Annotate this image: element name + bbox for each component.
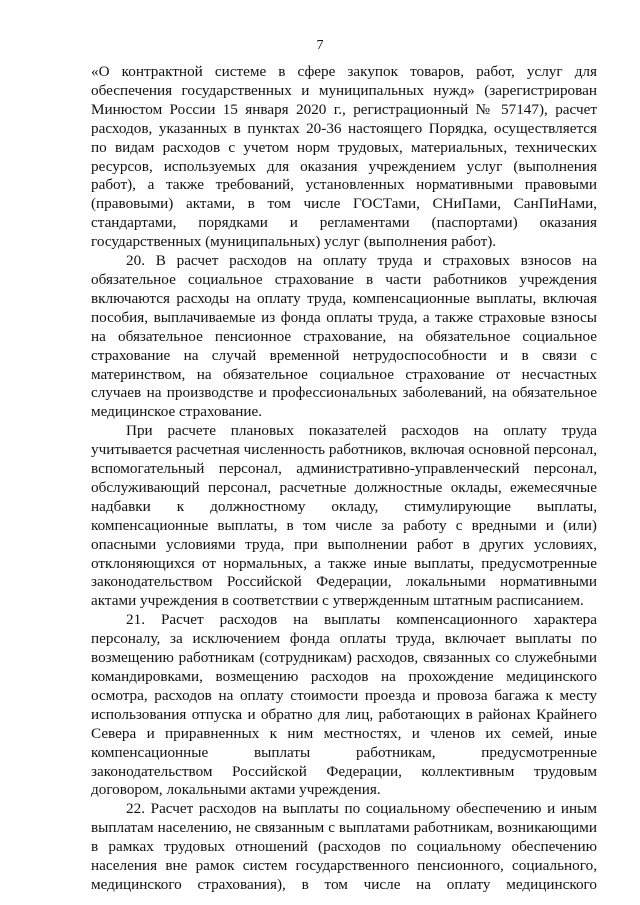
text-line: законодательством Российской Федерации, локальными нормативными bbox=[91, 573, 597, 591]
text-line: возмещению работникам (сотрудникам) расходов, связанных со служебными bbox=[91, 649, 597, 667]
text-line: страхование на случай временной нетрудоспособности и в связи с bbox=[91, 346, 597, 364]
text-line: медицинское страхование. bbox=[91, 403, 263, 421]
text-line: компенсационные выплаты, в том числе за работу с вредными и (или) bbox=[91, 516, 597, 534]
text-line: пособия, выплачиваемые из фонда оплаты труда, а также страховые взносы bbox=[91, 308, 597, 326]
text-line: отклоняющихся от нормальных, а также иные выплаты, предусмотренные bbox=[91, 554, 597, 572]
text-line: осмотра, расходов на оплату стоимости проезда и провоза багажа к месту bbox=[91, 686, 597, 704]
text-line: договором, локальными актами учреждения. bbox=[91, 781, 381, 799]
text-line: вспомогательный персонал, административно-управленческий персонал, bbox=[91, 460, 597, 478]
text-line: опасными условиями труда, при выполнении работ в других условиях, bbox=[91, 535, 597, 553]
text-line: обязательное социальное страхование в части работников учреждения bbox=[91, 270, 597, 288]
text-line: на обязательное пенсионное страхование, на обязательное социальное bbox=[91, 327, 597, 345]
text-line: ресурсов, используемых для оказания учреждением услуг (выполнения bbox=[91, 157, 597, 175]
text-line: материнством, на обязательное социальное страхование от несчастных bbox=[91, 365, 597, 383]
text-line: командировками, возмещению расходов на прохождение медицинского bbox=[91, 668, 597, 685]
text-line: медицинского страхования), в том числе на оплату медицинского bbox=[91, 875, 597, 893]
text-line: включаются расходы на оплату труда, компенсационные выплаты, включая bbox=[91, 289, 597, 307]
text-line: надбавки к должностному окладу, стимулирующие выплаты, bbox=[91, 497, 597, 515]
text-line: При расчете плановых показателей расходов на оплату труда bbox=[126, 422, 597, 440]
paragraph-payroll bbox=[91, 422, 597, 611]
text-line: расходов, указанных в пунктах 20-36 настоящего Порядка, осуществляется bbox=[91, 119, 597, 137]
text-line: 21. Расчет расходов на выплаты компенсационного характера bbox=[126, 611, 597, 629]
paragraph-1 bbox=[91, 63, 597, 252]
text-line: обслуживающий персонал, расчетные должностные оклады, ежемесячные bbox=[91, 478, 597, 496]
text-line: «О контрактной системе в сфере закупок товаров, работ, услуг для bbox=[91, 63, 597, 80]
text-line: Севера и приравненных к ним местностях, и членов их семей, иные bbox=[91, 724, 597, 742]
text-line: обеспечения государственных и муниципальных нужд» (зарегистрирован bbox=[91, 81, 597, 99]
text-line: стандартами, порядками и регламентами (паспортами) оказания bbox=[91, 214, 597, 232]
text-line: выплатам населению, не связанным с выплатами работникам, возникающими bbox=[91, 819, 597, 837]
text-line: учитывается расчетная численность работников, включая основной персонал, bbox=[91, 441, 597, 459]
paragraph-22 bbox=[91, 800, 597, 895]
document-body bbox=[91, 63, 597, 895]
text-line: работ), а также требований, установленных нормативными правовыми bbox=[91, 176, 597, 194]
paragraph-21 bbox=[91, 611, 597, 800]
text-line: персоналу, за исключением фонда оплаты труда, включает выплаты по bbox=[91, 630, 597, 648]
text-line: случаев на производстве и профессиональных заболеваний, на обязательное bbox=[91, 384, 597, 402]
text-line: 20. В расчет расходов на оплату труда и страховых взносов на bbox=[126, 252, 597, 270]
text-line: населения вне рамок систем государственного пенсионного, социального, bbox=[91, 857, 597, 875]
text-line: законодательством Российской Федерации, коллективным трудовым bbox=[91, 762, 597, 780]
text-line: актами учреждения в соответствии с утвержденным штатным расписанием. bbox=[91, 592, 584, 610]
text-line: (правовыми) актами, в том числе ГОСТами, СНиПами, СанПиНами, bbox=[91, 195, 597, 213]
text-line: государственных (муниципальных) услуг (выполнения работ). bbox=[91, 233, 497, 251]
text-line: Минюстом России 15 января 2020 г., регистрационный № 57147), расчет bbox=[91, 100, 597, 118]
text-line: 22. Расчет расходов на выплаты по социальному обеспечению и иным bbox=[126, 800, 597, 818]
paragraph-20 bbox=[91, 252, 597, 422]
text-line: в рамках трудовых отношений (расходов по социальному обеспечению bbox=[91, 838, 597, 856]
page-number: 7 bbox=[316, 38, 324, 53]
text-line: компенсационные выплаты работникам, предусмотренные bbox=[91, 743, 597, 761]
text-line: использования отпуска и обратно для лиц, работающих в районах Крайнего bbox=[91, 705, 597, 723]
text-line: по видам расходов с учетом норм трудовых, материальных, технических bbox=[91, 138, 597, 156]
